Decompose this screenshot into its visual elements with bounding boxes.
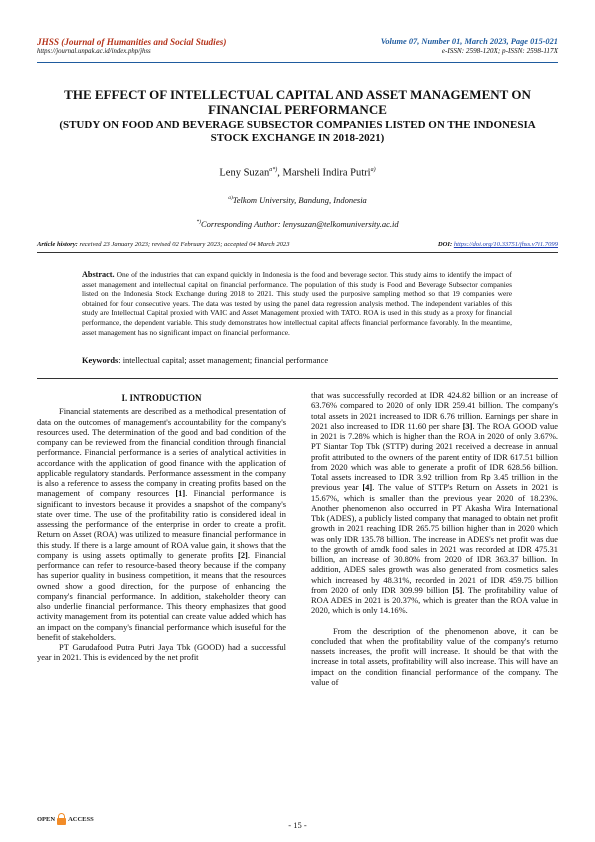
paragraph: From the description of the phenomenon above, it can be concluded that when the profitability value of the company's returno nassets increases, the profit will increase. It should be that with the increase in total assets, profitability will also increase. This will have an impact on the condition financial performance of the company. The value of xyxy=(311,625,558,687)
paragraph xyxy=(37,406,286,642)
paragraph xyxy=(311,390,558,616)
author-list xyxy=(40,167,555,179)
corresponding-author xyxy=(40,219,555,229)
section-heading: I. INTRODUCTION xyxy=(121,393,202,403)
citation[interactable]: [4] xyxy=(362,482,373,493)
history-label: Article history: xyxy=(37,241,78,248)
paper-subtitle: (STUDY ON FOOD AND BEVERAGE SUBSECTOR COMPANIES LISTED ON THE INDONESIA STOCK EXCHANGE IN 2018-2021) xyxy=(59,119,536,144)
history-divider xyxy=(37,252,558,253)
citation[interactable]: [5] xyxy=(452,584,463,595)
paragraph-text: . The ROA GOOD value in 2021 is 7.28% which is higher than the ROA in 2020 of only 3.67%. PT Siantar Top Tbk (STTP) during 2021 received a decrease in annual profit attributed to the owners of the parent entity of IDR 617.51 billion from 2020 which was able to generate a profit of IDR 628.56 billion. Total assets increased to IDR 3.92 trillion from Rp 3.45 trillion in the previous year xyxy=(311,420,558,493)
issn-info: e-ISSN: 2598-120X; p-ISSN: 2598-117X xyxy=(441,47,558,55)
journal-url[interactable]: https://journal.unpak.ac.id/index.php/jhss xyxy=(37,48,151,55)
doi xyxy=(438,241,558,248)
oa-text-open: OPEN xyxy=(37,815,56,823)
author-superscript: a) xyxy=(370,167,376,173)
corresponding-superscript: *) xyxy=(196,219,201,226)
affiliation-text: Telkom University, Bandung, Indonesia xyxy=(232,195,367,205)
author-separator: , xyxy=(277,167,283,179)
doi-link[interactable]: https://doi.org/10.33751/jhss.v7i1.7099 xyxy=(453,241,558,248)
article-history xyxy=(37,241,290,248)
abstract-divider xyxy=(37,378,558,379)
citation[interactable]: [3] xyxy=(462,420,473,431)
body-column-left xyxy=(37,393,286,663)
paragraph-text: . The value of STTP's Return on Assets in 2021 is 15.67%, which is smaller than the previous year 2020 of 18.23%. Another phenomenon also occurred in PT Akasha Wira International Tbk (ADES), a publicly listed company that managed to obtain net profit growth in 2021 reaching IDR 265.75 billion higher than in 2020 which was only IDR 135.78 billion. The increase in ADES's net profit was due to the growth of amdk food sales in 2021 was recorded at IDR 475.31 billion, an increase of 30.80% from 2020 of IDR 363.37 billion. In addition, ADES sales growth was also generated from cosmetics sales which increased by 48.31%, recorded in 2021 of IDR 459.75 billion from 2020 of only IDR 309.99 billion xyxy=(311,482,559,595)
author-superscript: a*) xyxy=(269,167,278,173)
paragraph-text: . Financial performance is significant to investors because it provides a snapshot of the company's state over time. The use of the profitability ratio is considered ideal in assessing the performance of the enterprise in order to create a profit. Return on Asset (ROA) was utilized to measure financial performance in this study. If there is a large amount of ROA value gain, it shows that the company is using assets optimally to generate profits xyxy=(37,488,287,560)
paragraph-text: . The profitability value of ROA ADES in 2021 is 20.37%, which is greater than the ROA value in 2020, which is only 14.16%. xyxy=(311,584,558,616)
doi-label: DOI: xyxy=(437,241,453,248)
author-name: Leny Suzan xyxy=(219,167,270,179)
journal-name: JHSS (Journal of Humanities and Social Studies) xyxy=(37,37,227,47)
journal-header-left xyxy=(37,37,317,55)
citation[interactable]: [1] xyxy=(175,488,186,499)
volume-info: Volume 07, Number 01, March 2023, Page 015-021 xyxy=(380,37,558,46)
keywords-text: : intellectual capital; asset management; financial performance xyxy=(118,356,329,365)
header-divider xyxy=(37,62,558,63)
body-column-right xyxy=(311,390,558,687)
author-name: Marsheli Indira Putri xyxy=(282,167,371,179)
paragraph: PT Garudafood Putra Putri Jaya Tbk (GOOD) had a successful year in 2021. This is evidenced by the net profit xyxy=(37,642,286,663)
paragraph-text: Financial statements are described as a methodical presentation of data on the outcomes of management's accountability for the company's resources used. The determination of the good and bad condition of the company can be reviewed from the financial condition through financial performance. Financial performance is a series of analytical activities in accordance with the application of good finance with the application of applicable regulatory standards. Performance assessment in the company is also a reference to assess the company in creating profits based on the management of company resources xyxy=(37,406,286,499)
keywords-label: Keywords xyxy=(82,356,119,365)
corresponding-text[interactable]: Corresponding Author: lenysuzan@telkomuniversity.ac.id xyxy=(200,219,399,229)
journal-header-right xyxy=(298,37,558,55)
abstract-text: One of the industries that can expand quickly in Indonesia is the food and beverage sector. This study aims to identify the impact of asset management and intellectual capital on financial performance. The population of this study is Food and Beverage Subsector companies listed on the Indonesia Stock Exchange during 2018 to 2021. This study used the purposive sampling method so that 19 companies were obtained for four consecutive years. The data was tested by using the panel data regression analysis method. The independent variables of this study are Intellectual Capital proxied with VAIC and Asset Management proxied with TATO. ROA is used in this study as a proxy for financial performance, the dependent variable. This study demonstrates how intellectual capital affects financial performance favorably. In the meantime, asset management has no significant impact on financial performance. xyxy=(82,270,512,337)
paragraph-text: that was successfully recorded at IDR 424.82 billion or an increase of 63.76% compared to 2020 of only IDR 259.41 billion. The company's total assets in 2021 increased to IDR 6.76 trillion. Earnings per share in 2021 also increased to IDR 11.60 per share xyxy=(311,390,558,431)
oa-text-access: ACCESS xyxy=(68,815,94,823)
affiliation-superscript: a) xyxy=(228,195,233,202)
history-dates: received 23 January 2023; revised 02 February 2023; accepted 04 March 2023 xyxy=(77,241,290,248)
paper-title: THE EFFECT OF INTELLECTUAL CAPITAL AND ASSET MANAGEMENT ON FINANCIAL PERFORMANCE xyxy=(64,87,531,117)
affiliation xyxy=(40,195,555,205)
abstract-label: Abstract. xyxy=(82,270,115,279)
citation[interactable]: [2] xyxy=(238,549,248,560)
article-history-row xyxy=(37,241,558,248)
keywords xyxy=(82,356,512,365)
paragraph-text: . Financial performance can refer to resource-based theory because if the company has superior quality in business competition, it means that the resources owned show a good direction, for the purpose of enhancing the company's financial performance. In addition, stakeholder theory can also underlie financial performance. This theory emphasizes that good activity management from its potential can create value added which has an impact on the company's financial performance which isuseful for the benefit of stakeholders. xyxy=(37,549,286,642)
page-number: - 15 - xyxy=(288,820,307,830)
abstract xyxy=(82,270,512,337)
